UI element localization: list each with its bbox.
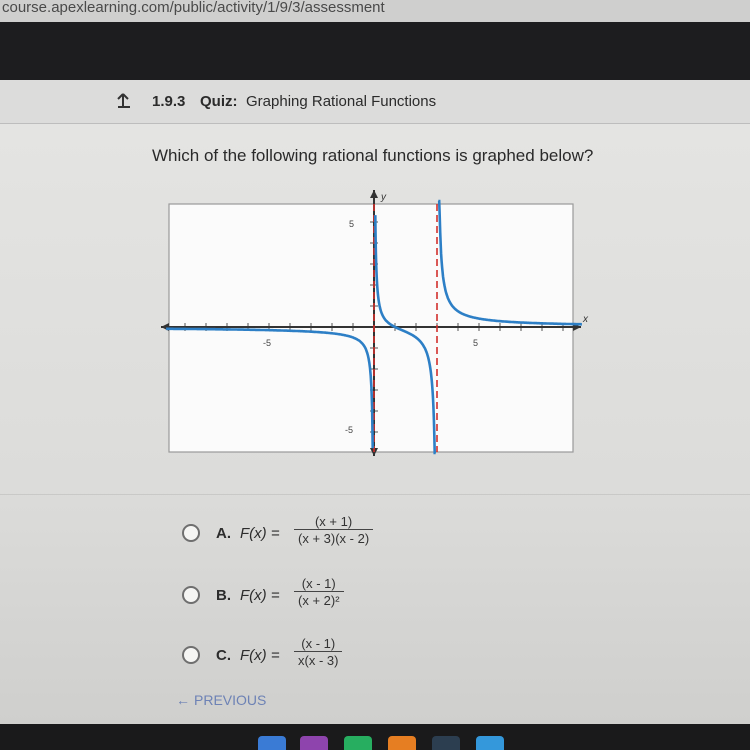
tick-label-x-pos5: 5 xyxy=(473,338,479,348)
option-b[interactable] xyxy=(182,576,442,616)
denominator: x(x - 3) xyxy=(294,651,342,668)
tick-label-x-neg5: -5 xyxy=(263,338,272,348)
radio-button[interactable] xyxy=(182,586,200,604)
option-c[interactable] xyxy=(182,636,442,676)
question-text: Which of the following rational functions is graphed below? xyxy=(152,146,594,165)
dock-app-icon[interactable] xyxy=(344,736,372,750)
dock-app-icon[interactable] xyxy=(476,736,504,750)
radio-button[interactable] xyxy=(182,646,200,664)
section-divider xyxy=(0,494,750,495)
function-name: F(x) = xyxy=(240,525,280,542)
taskbar xyxy=(0,724,750,750)
quiz-tag: Quiz: xyxy=(200,93,238,110)
dock-app-icon[interactable] xyxy=(258,736,286,750)
function-name: F(x) = xyxy=(240,647,280,664)
x-axis-label: x xyxy=(583,314,588,325)
fraction xyxy=(294,514,373,546)
option-letter: C. xyxy=(216,647,231,664)
previous-label: PREVIOUS xyxy=(194,692,267,708)
url-text: course.apexlearning.com/public/activity/1/9/3/assessment xyxy=(2,0,385,16)
option-letter: B. xyxy=(216,587,231,604)
browser-toolbar-band xyxy=(0,22,750,80)
option-a[interactable] xyxy=(182,514,442,554)
numerator: (x - 1) xyxy=(301,636,336,651)
y-axis-label: y xyxy=(381,192,386,203)
tick-label-y-pos5: 5 xyxy=(349,219,355,229)
y-axis-arrow-top xyxy=(370,190,378,198)
denominator: (x + 2)² xyxy=(294,591,344,608)
denominator: (x + 3)(x - 2) xyxy=(294,529,373,546)
function-graph xyxy=(155,186,595,466)
function-name: F(x) = xyxy=(240,587,280,604)
back-arrow-icon[interactable] xyxy=(114,90,134,110)
tick-label-y-neg5: -5 xyxy=(345,425,354,435)
left-arrow-icon: ← xyxy=(176,692,190,708)
quiz-number: 1.9.3 xyxy=(152,93,186,110)
dock-app-icon[interactable] xyxy=(432,736,460,750)
quiz-title: Graphing Rational Functions xyxy=(246,93,437,110)
quiz-header xyxy=(0,80,750,124)
numerator: (x + 1) xyxy=(314,514,353,529)
radio-button[interactable] xyxy=(182,524,200,542)
fraction xyxy=(294,636,342,668)
fraction xyxy=(294,576,344,608)
option-letter: A. xyxy=(216,525,231,542)
numerator: (x - 1) xyxy=(301,576,336,591)
dock-app-icon[interactable] xyxy=(300,736,328,750)
previous-button[interactable] xyxy=(176,692,266,708)
dock-app-icon[interactable] xyxy=(388,736,416,750)
address-bar[interactable] xyxy=(0,0,750,22)
question-panel xyxy=(0,124,750,724)
